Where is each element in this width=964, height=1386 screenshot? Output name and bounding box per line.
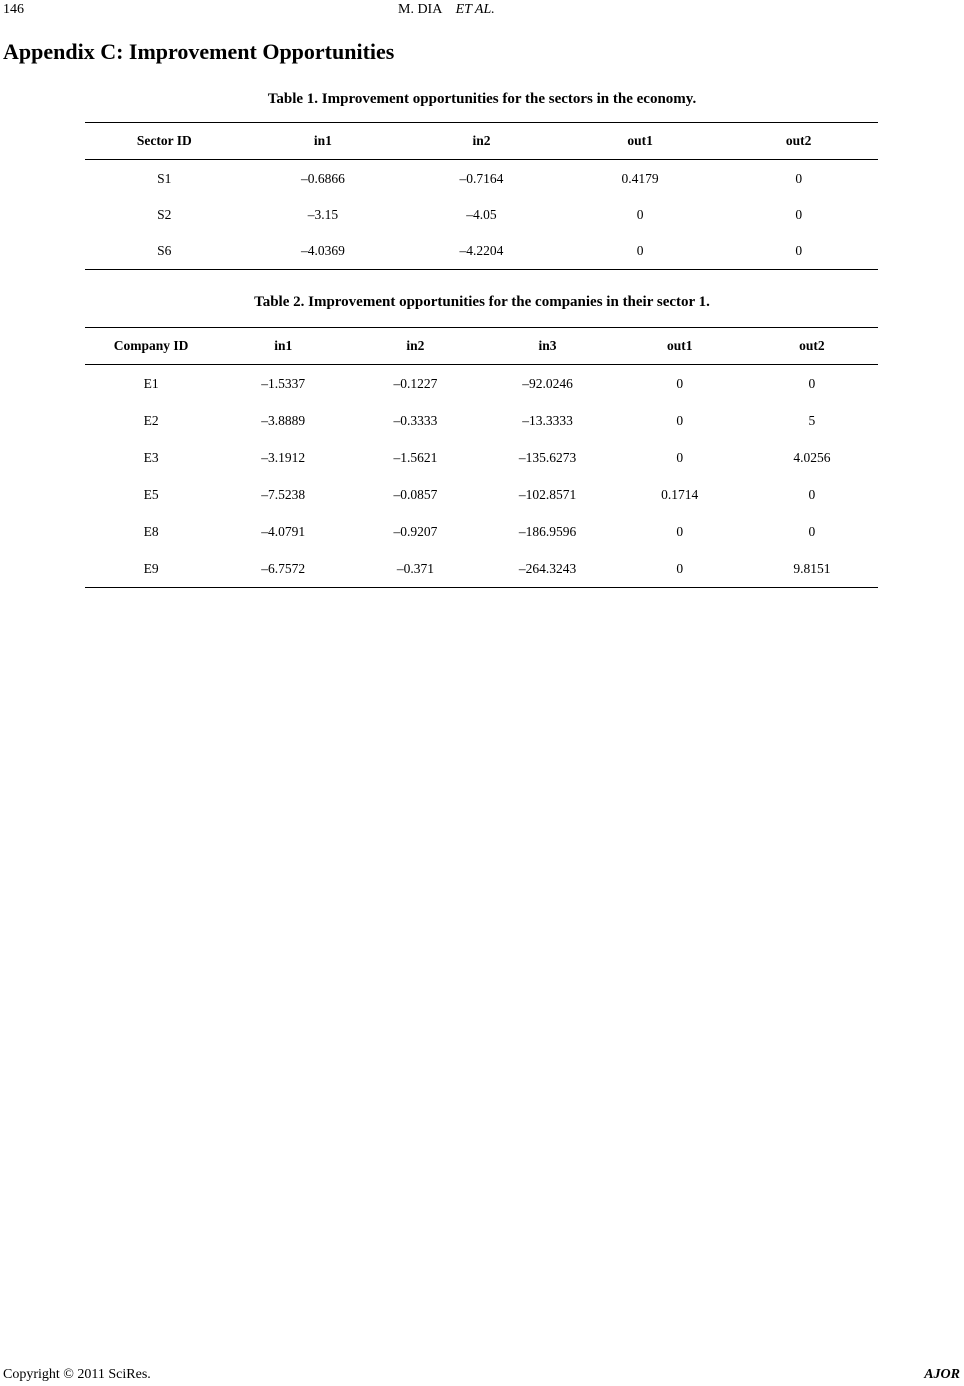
running-head-author: M. DIA bbox=[398, 2, 442, 17]
table1-header-cell: Sector ID bbox=[136, 133, 192, 148]
table1-header-cell: out1 bbox=[627, 133, 653, 148]
table1-cell: –0.7164 bbox=[459, 170, 504, 186]
table1-cell: –3.15 bbox=[307, 207, 339, 222]
table2-cell: –92.0246 bbox=[522, 375, 573, 391]
table2-header-row bbox=[85, 328, 878, 365]
table2-cell: –7.5238 bbox=[261, 486, 306, 502]
table2-cell: –6.7572 bbox=[261, 560, 306, 576]
table1-header-cell: out2 bbox=[785, 133, 812, 148]
table1-cell: 0 bbox=[636, 207, 644, 222]
table2-cell: –1.5337 bbox=[261, 375, 306, 391]
table1-cell: S2 bbox=[157, 207, 172, 222]
table1-cell: 0 bbox=[795, 207, 803, 222]
table2-cell: 0 bbox=[676, 449, 684, 465]
table2-cell: 0 bbox=[676, 412, 684, 428]
table2-cell: E9 bbox=[143, 560, 159, 576]
table1-cell: –4.05 bbox=[466, 207, 497, 222]
table1-header-cell: in2 bbox=[472, 133, 491, 148]
table2-cell: 4.0256 bbox=[793, 449, 831, 465]
table1-header-row bbox=[85, 123, 878, 160]
table2-cell: 0 bbox=[676, 523, 684, 539]
table2-cell: E5 bbox=[143, 486, 159, 502]
table1-row bbox=[85, 233, 878, 270]
table2-row bbox=[85, 513, 878, 550]
table2-cell: 9.8151 bbox=[793, 560, 831, 576]
table1-row bbox=[85, 160, 878, 198]
table2 bbox=[85, 327, 878, 588]
table1-cell: –4.2204 bbox=[459, 243, 504, 258]
table2-row bbox=[85, 402, 878, 439]
table2-cell: –1.5621 bbox=[393, 449, 438, 465]
table2-cell: E8 bbox=[143, 523, 159, 539]
table1-caption: Table 1. Improvement opportunities for the sectors in the economy. bbox=[267, 91, 697, 107]
table1 bbox=[85, 122, 878, 270]
table2-cell: –186.9596 bbox=[518, 523, 577, 539]
table2-cell: E3 bbox=[143, 449, 159, 465]
page-number: 146 bbox=[3, 2, 24, 17]
table2-cell: E2 bbox=[143, 412, 159, 428]
footer-journal: AJOR bbox=[924, 1367, 960, 1382]
table2-cell: –0.9207 bbox=[393, 523, 438, 539]
table2-header-cell: Company ID bbox=[113, 338, 189, 353]
table2-cell: 0 bbox=[808, 523, 816, 539]
table2-caption: Table 2. Improvement opportunities for the companies in their sector 1. bbox=[254, 294, 710, 310]
table2-cell: –3.8889 bbox=[261, 412, 306, 428]
table2-row bbox=[85, 550, 878, 588]
table2-cell: 0 bbox=[808, 375, 816, 391]
table2-header-cell: in2 bbox=[406, 338, 425, 353]
table2-row bbox=[85, 365, 878, 403]
table2-cell: 0 bbox=[808, 486, 816, 502]
table1-cell: 0 bbox=[795, 170, 803, 186]
table2-cell: 5 bbox=[808, 412, 816, 428]
table2-cell: –13.3333 bbox=[522, 412, 573, 428]
table1-header-cell: in1 bbox=[313, 133, 332, 148]
table2-cell: 0.1714 bbox=[661, 486, 699, 502]
table2-header-cell: out1 bbox=[666, 338, 693, 353]
running-head-et-al: ET AL. bbox=[455, 2, 495, 17]
table2-cell: E1 bbox=[143, 375, 159, 391]
table2-cell: –0.0857 bbox=[393, 486, 438, 502]
table2-cell: –102.8571 bbox=[518, 486, 577, 502]
table1-cell: –4.0369 bbox=[300, 243, 345, 258]
table1-row bbox=[85, 197, 878, 233]
table1-cell: –0.6866 bbox=[300, 170, 345, 186]
table2-cell: –4.0791 bbox=[261, 523, 306, 539]
table2-cell: –135.6273 bbox=[518, 449, 577, 465]
table2-cell: –0.3333 bbox=[393, 412, 438, 428]
table1-cell: 0.4179 bbox=[621, 170, 659, 186]
table2-header-cell: in1 bbox=[274, 338, 293, 353]
table2-row bbox=[85, 439, 878, 476]
table2-cell: –0.1227 bbox=[393, 375, 438, 391]
table2-cell: 0 bbox=[676, 375, 684, 391]
table2-header-cell: in3 bbox=[538, 338, 557, 353]
table1-cell: S1 bbox=[157, 170, 172, 186]
table2-cell: –264.3243 bbox=[518, 560, 577, 576]
table2-row bbox=[85, 476, 878, 513]
table1-cell: S6 bbox=[157, 243, 172, 258]
table2-cell: 0 bbox=[676, 560, 684, 576]
table2-header-cell: out2 bbox=[799, 338, 825, 353]
running-head bbox=[398, 2, 495, 18]
table1-cell: 0 bbox=[795, 243, 803, 258]
table2-cell: –0.371 bbox=[396, 560, 434, 576]
table2-cell: –3.1912 bbox=[261, 449, 306, 465]
table1-cell: 0 bbox=[636, 243, 644, 258]
section-title: Appendix C: Improvement Opportunities bbox=[3, 39, 395, 64]
footer-copyright: Copyright © 2011 SciRes. bbox=[3, 1367, 151, 1382]
